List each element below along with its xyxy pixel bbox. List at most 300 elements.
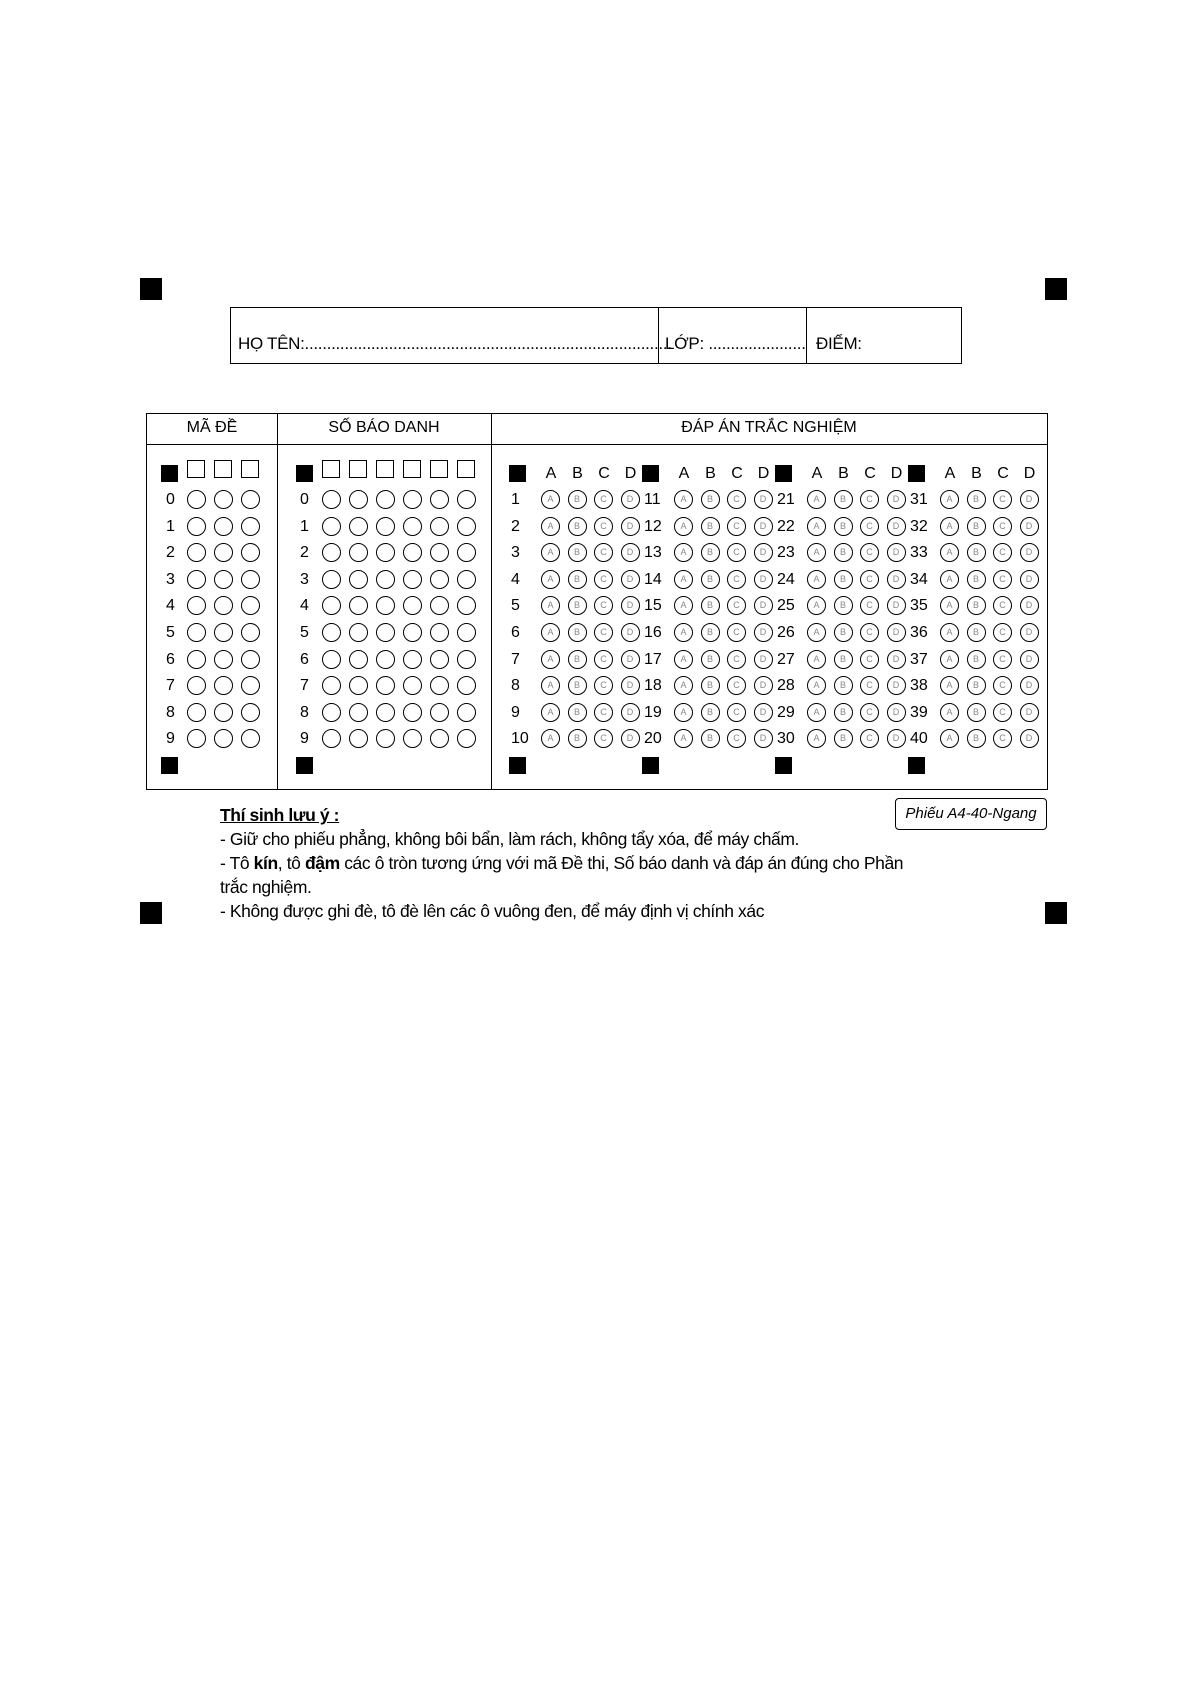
question-number: 22 — [777, 517, 795, 535]
answer-bubble-d[interactable]: D — [1020, 650, 1039, 669]
question-number: 14 — [644, 570, 662, 588]
answer-bubble-d[interactable]: D — [621, 543, 640, 562]
sbd-bubble[interactable] — [376, 570, 395, 589]
question-number: 18 — [644, 677, 662, 695]
class-field[interactable]: LỚP: ...................... — [665, 334, 806, 353]
answer-bubble-a[interactable]: A — [807, 596, 826, 615]
question-number: 28 — [777, 677, 795, 695]
answer-bubble-b[interactable]: B — [967, 570, 986, 589]
answer-bubble-c[interactable]: C — [860, 650, 879, 669]
so-bao-danh-header: SỐ BÁO DANH — [328, 419, 440, 436]
answer-bubble-a[interactable]: A — [940, 623, 959, 642]
answer-bubble-b[interactable]: B — [701, 650, 720, 669]
ma-de-code-box[interactable] — [214, 460, 232, 478]
answer-bubble-b[interactable]: B — [967, 596, 986, 615]
question-number: 13 — [644, 544, 662, 562]
ma-de-bubble[interactable] — [241, 490, 260, 509]
answer-bubble-d[interactable]: D — [887, 676, 906, 695]
ma-de-digit-label: 9 — [166, 730, 175, 748]
question-number: 40 — [910, 730, 928, 748]
sbd-bubble[interactable] — [349, 517, 368, 536]
answer-bubble-b[interactable]: B — [701, 676, 720, 695]
alignment-marker-top-right — [1045, 278, 1067, 300]
ma-de-bubble[interactable] — [214, 650, 233, 669]
question-number: 23 — [777, 544, 795, 562]
ma-de-bubble[interactable] — [241, 570, 260, 589]
answer-bubble-a[interactable]: A — [940, 570, 959, 589]
ma-de-code-box[interactable] — [187, 460, 205, 478]
sbd-bubble[interactable] — [376, 703, 395, 722]
ma-de-bubble[interactable] — [187, 623, 206, 642]
answer-bubble-c[interactable]: C — [727, 517, 746, 536]
sbd-code-box[interactable] — [457, 460, 475, 478]
answer-bubble-d[interactable]: D — [887, 703, 906, 722]
answer-bubble-b[interactable]: B — [967, 729, 986, 748]
answer-bubble-a[interactable]: A — [541, 676, 560, 695]
question-number: 20 — [644, 730, 662, 748]
mark-sbd-bottom — [296, 757, 313, 774]
answer-bubble-d[interactable]: D — [1020, 703, 1039, 722]
answer-bubble-b[interactable]: B — [701, 517, 720, 536]
sbd-bubble[interactable] — [403, 570, 422, 589]
answer-bubble-d[interactable]: D — [621, 650, 640, 669]
ma-de-digit-label: 8 — [166, 703, 175, 721]
question-number: 21 — [777, 491, 795, 508]
question-number: 5 — [511, 597, 520, 615]
answer-bubble-c[interactable]: C — [594, 543, 613, 562]
sbd-bubble[interactable] — [430, 490, 449, 509]
answer-bubble-d[interactable]: D — [621, 517, 640, 536]
choice-header-d: D — [1023, 465, 1036, 482]
answer-bubble-d[interactable]: D — [754, 729, 773, 748]
answer-bubble-b[interactable]: B — [568, 596, 587, 615]
sbd-bubble[interactable] — [430, 650, 449, 669]
answer-bubble-b[interactable]: B — [834, 623, 853, 642]
answer-bubble-a[interactable]: A — [674, 543, 693, 562]
ma-de-bubble[interactable] — [214, 703, 233, 722]
answer-bubble-d[interactable]: D — [754, 517, 773, 536]
answer-bubble-c[interactable]: C — [594, 490, 613, 509]
answer-bubble-a[interactable]: A — [674, 596, 693, 615]
note-line-3: trắc nghiệm. — [220, 877, 312, 897]
sbd-bubble[interactable] — [376, 517, 395, 536]
answer-bubble-b[interactable]: B — [834, 703, 853, 722]
answer-bubble-a[interactable]: A — [807, 490, 826, 509]
ma-de-digit-label: 7 — [166, 677, 175, 695]
answer-bubble-d[interactable]: D — [754, 490, 773, 509]
answer-bubble-c[interactable]: C — [727, 729, 746, 748]
answer-bubble-a[interactable]: A — [674, 623, 693, 642]
answer-bubble-a[interactable]: A — [541, 703, 560, 722]
question-number: 29 — [777, 703, 795, 721]
answer-bubble-c[interactable]: C — [993, 490, 1012, 509]
answer-bubble-a[interactable]: A — [541, 570, 560, 589]
answer-bubble-b[interactable]: B — [701, 703, 720, 722]
answer-bubble-b[interactable]: B — [967, 703, 986, 722]
question-number: 25 — [777, 597, 795, 615]
answer-bubble-b[interactable]: B — [701, 623, 720, 642]
mark-answer-bottom — [775, 757, 792, 774]
answer-bubble-a[interactable]: A — [940, 729, 959, 748]
ma-de-digit-label: 2 — [166, 544, 175, 562]
sbd-bubble[interactable] — [322, 570, 341, 589]
answer-bubble-b[interactable]: B — [568, 570, 587, 589]
answer-bubble-c[interactable]: C — [860, 729, 879, 748]
answer-bubble-b[interactable]: B — [834, 570, 853, 589]
answer-bubble-c[interactable]: C — [727, 676, 746, 695]
question-number: 19 — [644, 703, 662, 721]
answer-bubble-b[interactable]: B — [701, 596, 720, 615]
mark-answer-top — [642, 465, 659, 482]
answer-bubble-c[interactable]: C — [993, 543, 1012, 562]
answer-bubble-a[interactable]: A — [541, 623, 560, 642]
answer-bubble-a[interactable]: A — [541, 543, 560, 562]
answer-bubble-a[interactable]: A — [541, 729, 560, 748]
ma-de-bubble[interactable] — [214, 570, 233, 589]
sbd-bubble[interactable] — [349, 490, 368, 509]
answer-bubble-c[interactable]: C — [727, 623, 746, 642]
ma-de-bubble[interactable] — [241, 623, 260, 642]
sbd-bubble[interactable] — [403, 650, 422, 669]
answer-bubble-b[interactable]: B — [701, 570, 720, 589]
answer-bubble-d[interactable]: D — [754, 650, 773, 669]
note-line-1: - Giữ cho phiếu phẳng, không bôi bẩn, làm rách, không tẩy xóa, để máy chấm. — [220, 829, 800, 849]
answer-bubble-c[interactable]: C — [993, 596, 1012, 615]
answer-bubble-a[interactable]: A — [674, 570, 693, 589]
form-type-tag: Phiếu A4-40-Ngang — [895, 798, 1047, 830]
sbd-bubble[interactable] — [403, 517, 422, 536]
ma-de-bubble[interactable] — [214, 490, 233, 509]
answer-bubble-d[interactable]: D — [887, 729, 906, 748]
sbd-bubble[interactable] — [430, 703, 449, 722]
answer-bubble-d[interactable]: D — [621, 676, 640, 695]
answer-bubble-b[interactable]: B — [967, 623, 986, 642]
answer-bubble-d[interactable]: D — [1020, 543, 1039, 562]
answer-bubble-d[interactable]: D — [754, 596, 773, 615]
sbd-code-box[interactable] — [403, 460, 421, 478]
answer-bubble-c[interactable]: C — [860, 676, 879, 695]
answer-bubble-c[interactable]: C — [727, 490, 746, 509]
sbd-code-box[interactable] — [322, 460, 340, 478]
sbd-bubble[interactable] — [349, 570, 368, 589]
answer-bubble-a[interactable]: A — [807, 676, 826, 695]
sbd-digit-label: 4 — [300, 597, 309, 615]
question-number: 38 — [910, 677, 928, 695]
sbd-code-box[interactable] — [349, 460, 367, 478]
sbd-bubble[interactable] — [322, 703, 341, 722]
sbd-code-box[interactable] — [430, 460, 448, 478]
question-number: 27 — [777, 650, 795, 668]
answer-bubble-d[interactable]: D — [1020, 596, 1039, 615]
question-number: 9 — [511, 703, 520, 721]
answer-bubble-c[interactable]: C — [993, 703, 1012, 722]
ma-de-bubble[interactable] — [241, 703, 260, 722]
sbd-digit-label: 9 — [300, 730, 309, 748]
answer-bubble-c[interactable]: C — [860, 543, 879, 562]
sbd-bubble[interactable] — [457, 517, 476, 536]
ma-de-bubble[interactable] — [187, 703, 206, 722]
sbd-bubble[interactable] — [376, 650, 395, 669]
sbd-bubble[interactable] — [322, 490, 341, 509]
answer-bubble-b[interactable]: B — [834, 596, 853, 615]
choice-header-a: A — [811, 465, 823, 482]
answer-bubble-d[interactable]: D — [887, 517, 906, 536]
ma-de-digit-label: 3 — [166, 570, 175, 588]
sbd-bubble[interactable] — [322, 623, 341, 642]
mark-answer-bottom — [908, 757, 925, 774]
question-number: 8 — [511, 677, 520, 695]
choice-header-c: C — [598, 465, 610, 482]
sbd-bubble[interactable] — [457, 703, 476, 722]
sbd-digit-label: 0 — [300, 491, 309, 508]
ma-de-bubble[interactable] — [214, 623, 233, 642]
answer-bubble-b[interactable]: B — [967, 517, 986, 536]
answer-bubble-d[interactable]: D — [754, 570, 773, 589]
ma-de-bubble[interactable] — [241, 650, 260, 669]
ma-de-bubble[interactable] — [187, 570, 206, 589]
answer-bubble-b[interactable]: B — [568, 650, 587, 669]
answer-bubble-d[interactable]: D — [754, 676, 773, 695]
answer-bubble-b[interactable]: B — [701, 729, 720, 748]
mark-answer-top — [509, 465, 526, 482]
sbd-bubble[interactable] — [376, 490, 395, 509]
answer-bubble-c[interactable]: C — [993, 650, 1012, 669]
answer-bubble-a[interactable]: A — [674, 729, 693, 748]
question-number: 3 — [511, 544, 520, 562]
answer-bubble-c[interactable]: C — [594, 729, 613, 748]
answer-bubble-c[interactable]: C — [860, 490, 879, 509]
sbd-bubble[interactable] — [376, 623, 395, 642]
answer-bubble-d[interactable]: D — [887, 596, 906, 615]
answer-bubble-a[interactable]: A — [940, 650, 959, 669]
ma-de-header: MÃ ĐỀ — [186, 419, 238, 436]
sbd-code-box[interactable] — [376, 460, 394, 478]
ma-de-digit-label: 5 — [166, 624, 175, 641]
answer-bubble-b[interactable]: B — [568, 517, 587, 536]
answer-bubble-a[interactable]: A — [674, 676, 693, 695]
answer-bubble-d[interactable]: D — [754, 703, 773, 722]
answer-bubble-a[interactable]: A — [674, 517, 693, 536]
question-number: 15 — [644, 597, 662, 615]
alignment-marker-bottom-left — [140, 902, 162, 924]
ma-de-bubble[interactable] — [187, 517, 206, 536]
answer-bubble-a[interactable]: A — [940, 490, 959, 509]
sbd-bubble[interactable] — [403, 703, 422, 722]
answer-bubble-c[interactable]: C — [594, 596, 613, 615]
answer-bubble-b[interactable]: B — [834, 650, 853, 669]
ma-de-code-box[interactable] — [241, 460, 259, 478]
answer-bubble-c[interactable]: C — [727, 650, 746, 669]
candidate-notes — [220, 803, 1000, 923]
sbd-bubble[interactable] — [349, 703, 368, 722]
answer-bubble-c[interactable]: C — [594, 570, 613, 589]
choice-header-d: D — [624, 465, 637, 482]
answer-bubble-c[interactable]: C — [860, 703, 879, 722]
question-number: 34 — [910, 570, 928, 588]
sbd-bubble[interactable] — [457, 570, 476, 589]
ma-de-bubble[interactable] — [214, 517, 233, 536]
notes-title: Thí sinh lưu ý : — [220, 805, 340, 825]
note-line-2: - Tô kín, tô đậm các ô tròn tương ứng với mã Đề thi, Số báo danh và đáp án đúng cho Phần — [220, 853, 904, 873]
answer-bubble-a[interactable]: A — [940, 596, 959, 615]
question-number: 10 — [511, 730, 529, 748]
answer-bubble-d[interactable]: D — [1020, 729, 1039, 748]
answer-bubble-b[interactable]: B — [834, 676, 853, 695]
choice-header-b: B — [705, 465, 716, 482]
answer-bubble-b[interactable]: B — [568, 729, 587, 748]
ma-de-bubble[interactable] — [187, 650, 206, 669]
answer-bubble-a[interactable]: A — [807, 729, 826, 748]
answer-bubble-c[interactable]: C — [594, 623, 613, 642]
answer-bubble-b[interactable]: B — [967, 543, 986, 562]
ma-de-digit-label: 1 — [166, 517, 175, 535]
sbd-bubble[interactable] — [403, 623, 422, 642]
answer-bubble-c[interactable]: C — [727, 570, 746, 589]
answer-bubble-d[interactable]: D — [621, 490, 640, 509]
answer-bubble-a[interactable]: A — [940, 543, 959, 562]
answer-bubble-a[interactable]: A — [674, 650, 693, 669]
answer-bubble-c[interactable]: C — [860, 596, 879, 615]
sbd-bubble[interactable] — [430, 517, 449, 536]
answer-bubble-b[interactable]: B — [967, 676, 986, 695]
answer-bubble-b[interactable]: B — [967, 490, 986, 509]
answer-bubble-a[interactable]: A — [807, 517, 826, 536]
sbd-digit-label: 2 — [300, 544, 309, 562]
answer-bubble-a[interactable]: A — [807, 650, 826, 669]
sbd-digit-label: 3 — [300, 570, 309, 588]
answer-bubble-a[interactable]: A — [807, 703, 826, 722]
answer-bubble-d[interactable]: D — [1020, 676, 1039, 695]
ma-de-bubble[interactable] — [241, 517, 260, 536]
question-number: 16 — [644, 624, 662, 641]
answer-bubble-d[interactable]: D — [887, 490, 906, 509]
sbd-bubble[interactable] — [457, 490, 476, 509]
answer-bubble-b[interactable]: B — [967, 650, 986, 669]
answer-bubble-c[interactable]: C — [993, 729, 1012, 748]
answer-bubble-c[interactable]: C — [993, 570, 1012, 589]
choice-header-a: A — [944, 465, 956, 482]
sbd-bubble[interactable] — [349, 623, 368, 642]
mark-ma-de-top — [161, 465, 178, 482]
answer-bubble-b[interactable]: B — [834, 543, 853, 562]
sbd-bubble[interactable] — [403, 490, 422, 509]
answer-bubble-a[interactable]: A — [940, 676, 959, 695]
answer-bubble-a[interactable]: A — [541, 517, 560, 536]
answer-bubble-b[interactable]: B — [568, 490, 587, 509]
sbd-bubble[interactable] — [430, 570, 449, 589]
answer-bubble-a[interactable]: A — [940, 517, 959, 536]
answer-bubble-b[interactable]: B — [568, 543, 587, 562]
answer-bubble-c[interactable]: C — [993, 676, 1012, 695]
answer-bubble-d[interactable]: D — [887, 650, 906, 669]
question-number: 11 — [644, 491, 661, 508]
answer-bubble-c[interactable]: C — [860, 623, 879, 642]
answer-bubble-a[interactable]: A — [541, 596, 560, 615]
answer-bubble-d[interactable]: D — [1020, 517, 1039, 536]
answer-bubble-c[interactable]: C — [727, 543, 746, 562]
answer-bubble-c[interactable]: C — [594, 517, 613, 536]
sbd-bubble[interactable] — [457, 623, 476, 642]
answer-bubble-d[interactable]: D — [621, 623, 640, 642]
sbd-bubble[interactable] — [430, 623, 449, 642]
answer-bubble-c[interactable]: C — [594, 676, 613, 695]
ma-de-digit-label: 4 — [166, 597, 175, 615]
answer-bubble-a[interactable]: A — [541, 650, 560, 669]
answer-bubble-a[interactable]: A — [674, 703, 693, 722]
choice-header-b: B — [572, 465, 583, 482]
answer-bubble-b[interactable]: B — [568, 703, 587, 722]
mark-answer-bottom — [642, 757, 659, 774]
answer-bubble-d[interactable]: D — [621, 596, 640, 615]
answer-bubble-d[interactable]: D — [621, 703, 640, 722]
score-field[interactable]: ĐIỂM: — [816, 334, 862, 353]
student-info-box — [230, 307, 962, 364]
ma-de-bubble[interactable] — [187, 490, 206, 509]
answer-bubble-c[interactable]: C — [594, 703, 613, 722]
question-number: 2 — [511, 517, 520, 535]
answer-bubble-a[interactable]: A — [674, 490, 693, 509]
answer-bubble-d[interactable]: D — [887, 623, 906, 642]
answer-bubble-d[interactable]: D — [1020, 570, 1039, 589]
mark-answer-top — [775, 465, 792, 482]
answer-bubble-d[interactable]: D — [887, 543, 906, 562]
answer-bubble-b[interactable]: B — [701, 490, 720, 509]
answer-bubble-d[interactable]: D — [1020, 623, 1039, 642]
answer-bubble-c[interactable]: C — [993, 623, 1012, 642]
question-number: 7 — [511, 650, 520, 668]
answer-bubble-c[interactable]: C — [993, 517, 1012, 536]
answer-bubble-d[interactable]: D — [621, 729, 640, 748]
answer-bubble-d[interactable]: D — [754, 623, 773, 642]
answer-bubble-b[interactable]: B — [568, 676, 587, 695]
name-field[interactable]: HỌ TÊN:................................................................................... — [238, 334, 672, 353]
sbd-bubble[interactable] — [349, 650, 368, 669]
answer-bubble-a[interactable]: A — [541, 490, 560, 509]
sbd-bubble[interactable] — [322, 650, 341, 669]
answer-bubble-a[interactable]: A — [807, 570, 826, 589]
answer-bubble-c[interactable]: C — [727, 703, 746, 722]
question-number: 33 — [910, 544, 928, 562]
question-number: 24 — [777, 570, 795, 588]
answer-bubble-a[interactable]: A — [807, 543, 826, 562]
mark-sbd-top — [296, 465, 313, 482]
answer-bubble-c[interactable]: C — [860, 570, 879, 589]
question-number: 39 — [910, 703, 928, 721]
sbd-digit-label: 1 — [300, 517, 309, 535]
sbd-bubble[interactable] — [457, 650, 476, 669]
answer-bubble-c[interactable]: C — [860, 517, 879, 536]
sbd-bubble[interactable] — [322, 517, 341, 536]
sbd-digit-label: 8 — [300, 703, 309, 721]
answer-bubble-a[interactable]: A — [807, 623, 826, 642]
answer-bubble-c[interactable]: C — [594, 650, 613, 669]
answer-bubble-b[interactable]: B — [834, 490, 853, 509]
answer-bubble-d[interactable]: D — [754, 543, 773, 562]
answer-bubble-c[interactable]: C — [727, 596, 746, 615]
question-number: 32 — [910, 517, 928, 535]
choice-header-d: D — [757, 465, 770, 482]
answer-bubble-b[interactable]: B — [568, 623, 587, 642]
answer-bubble-d[interactable]: D — [1020, 490, 1039, 509]
answer-bubble-b[interactable]: B — [834, 517, 853, 536]
answer-bubble-a[interactable]: A — [940, 703, 959, 722]
answer-bubble-d[interactable]: D — [621, 570, 640, 589]
sbd-digit-label: 5 — [300, 624, 309, 641]
answer-bubble-b[interactable]: B — [701, 543, 720, 562]
answer-bubble-b[interactable]: B — [834, 729, 853, 748]
answer-bubble-d[interactable]: D — [887, 570, 906, 589]
choice-header-b: B — [971, 465, 982, 482]
